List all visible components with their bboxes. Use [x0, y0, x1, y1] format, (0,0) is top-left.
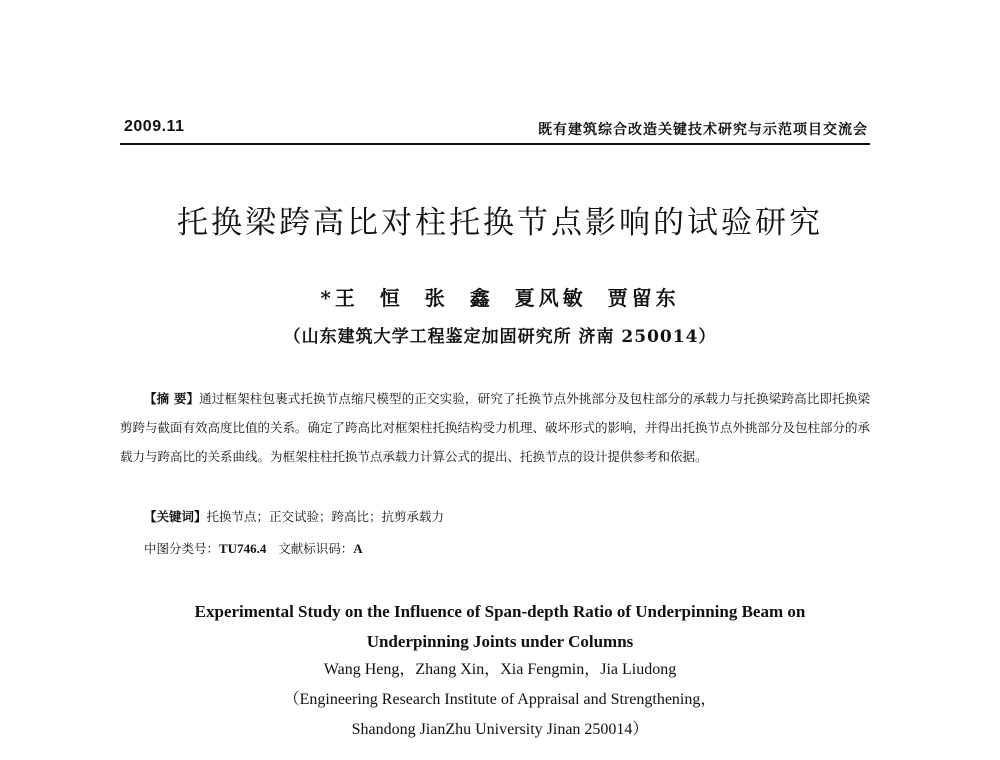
- doc-code-label: 文献标识码：: [278, 541, 354, 556]
- clc-value: TU746.4: [219, 541, 267, 556]
- abstract: [120, 384, 870, 471]
- header-date: 2009.11: [124, 118, 185, 135]
- header-conference: 既有建筑综合改造关键技术研究与示范项目交流会: [538, 122, 868, 138]
- affiliation-cn: （山东建筑大学工程鉴定加固研究所 济南 250014）: [283, 327, 717, 347]
- affiliation-en-line1: （Engineering Research Institute of Appraisal and Strengthening，: [283, 691, 717, 708]
- paper-title-en: [0, 597, 1000, 657]
- classification-line: [144, 539, 864, 557]
- title-en-line1: Experimental Study on the Influence of Span-depth Ratio of Underpinning Beam on: [194, 602, 806, 621]
- title-en-line2: Underpinning Joints under Columns: [366, 632, 634, 651]
- header-rule: [120, 143, 870, 145]
- authors-en: Wang Heng，Zhang Xin，Xia Fengmin，Jia Liudong: [323, 661, 677, 678]
- abstract-label: 【摘 要】: [144, 391, 200, 406]
- clc-label: 中图分类号：: [144, 541, 220, 556]
- keywords: [144, 507, 864, 525]
- doc-code-value: A: [353, 541, 363, 556]
- authors-cn: *王 恒 张 鑫 夏风敏 贾留东: [320, 286, 680, 310]
- paper-title-cn: 托换梁跨高比对柱托换节点影响的试验研究: [177, 205, 823, 241]
- keywords-label: 【关键词】: [144, 509, 207, 524]
- abstract-text: 通过框架柱包裹式托换节点缩尺模型的正交实验，研究了托换节点外挑部分及包柱部分的承载力与托换梁跨高比即托换梁剪跨与截面有效高度比值的关系。确定了跨高比对框架柱托换结构受力机理、破坏形式的影响，并得出托换节点外挑部分及包柱部分的承载力与跨高比的关系曲线。为框架柱柱托换节点承载力计算公式的提出、托换节点的设计提供参考和依据。: [120, 391, 871, 464]
- keywords-text: 托换节点；正交试验；跨高比；抗剪承载力: [206, 509, 445, 524]
- affiliation-en: [0, 685, 1000, 745]
- affiliation-en-line2: Shandong JianZhu University Jinan 250014）: [351, 721, 649, 738]
